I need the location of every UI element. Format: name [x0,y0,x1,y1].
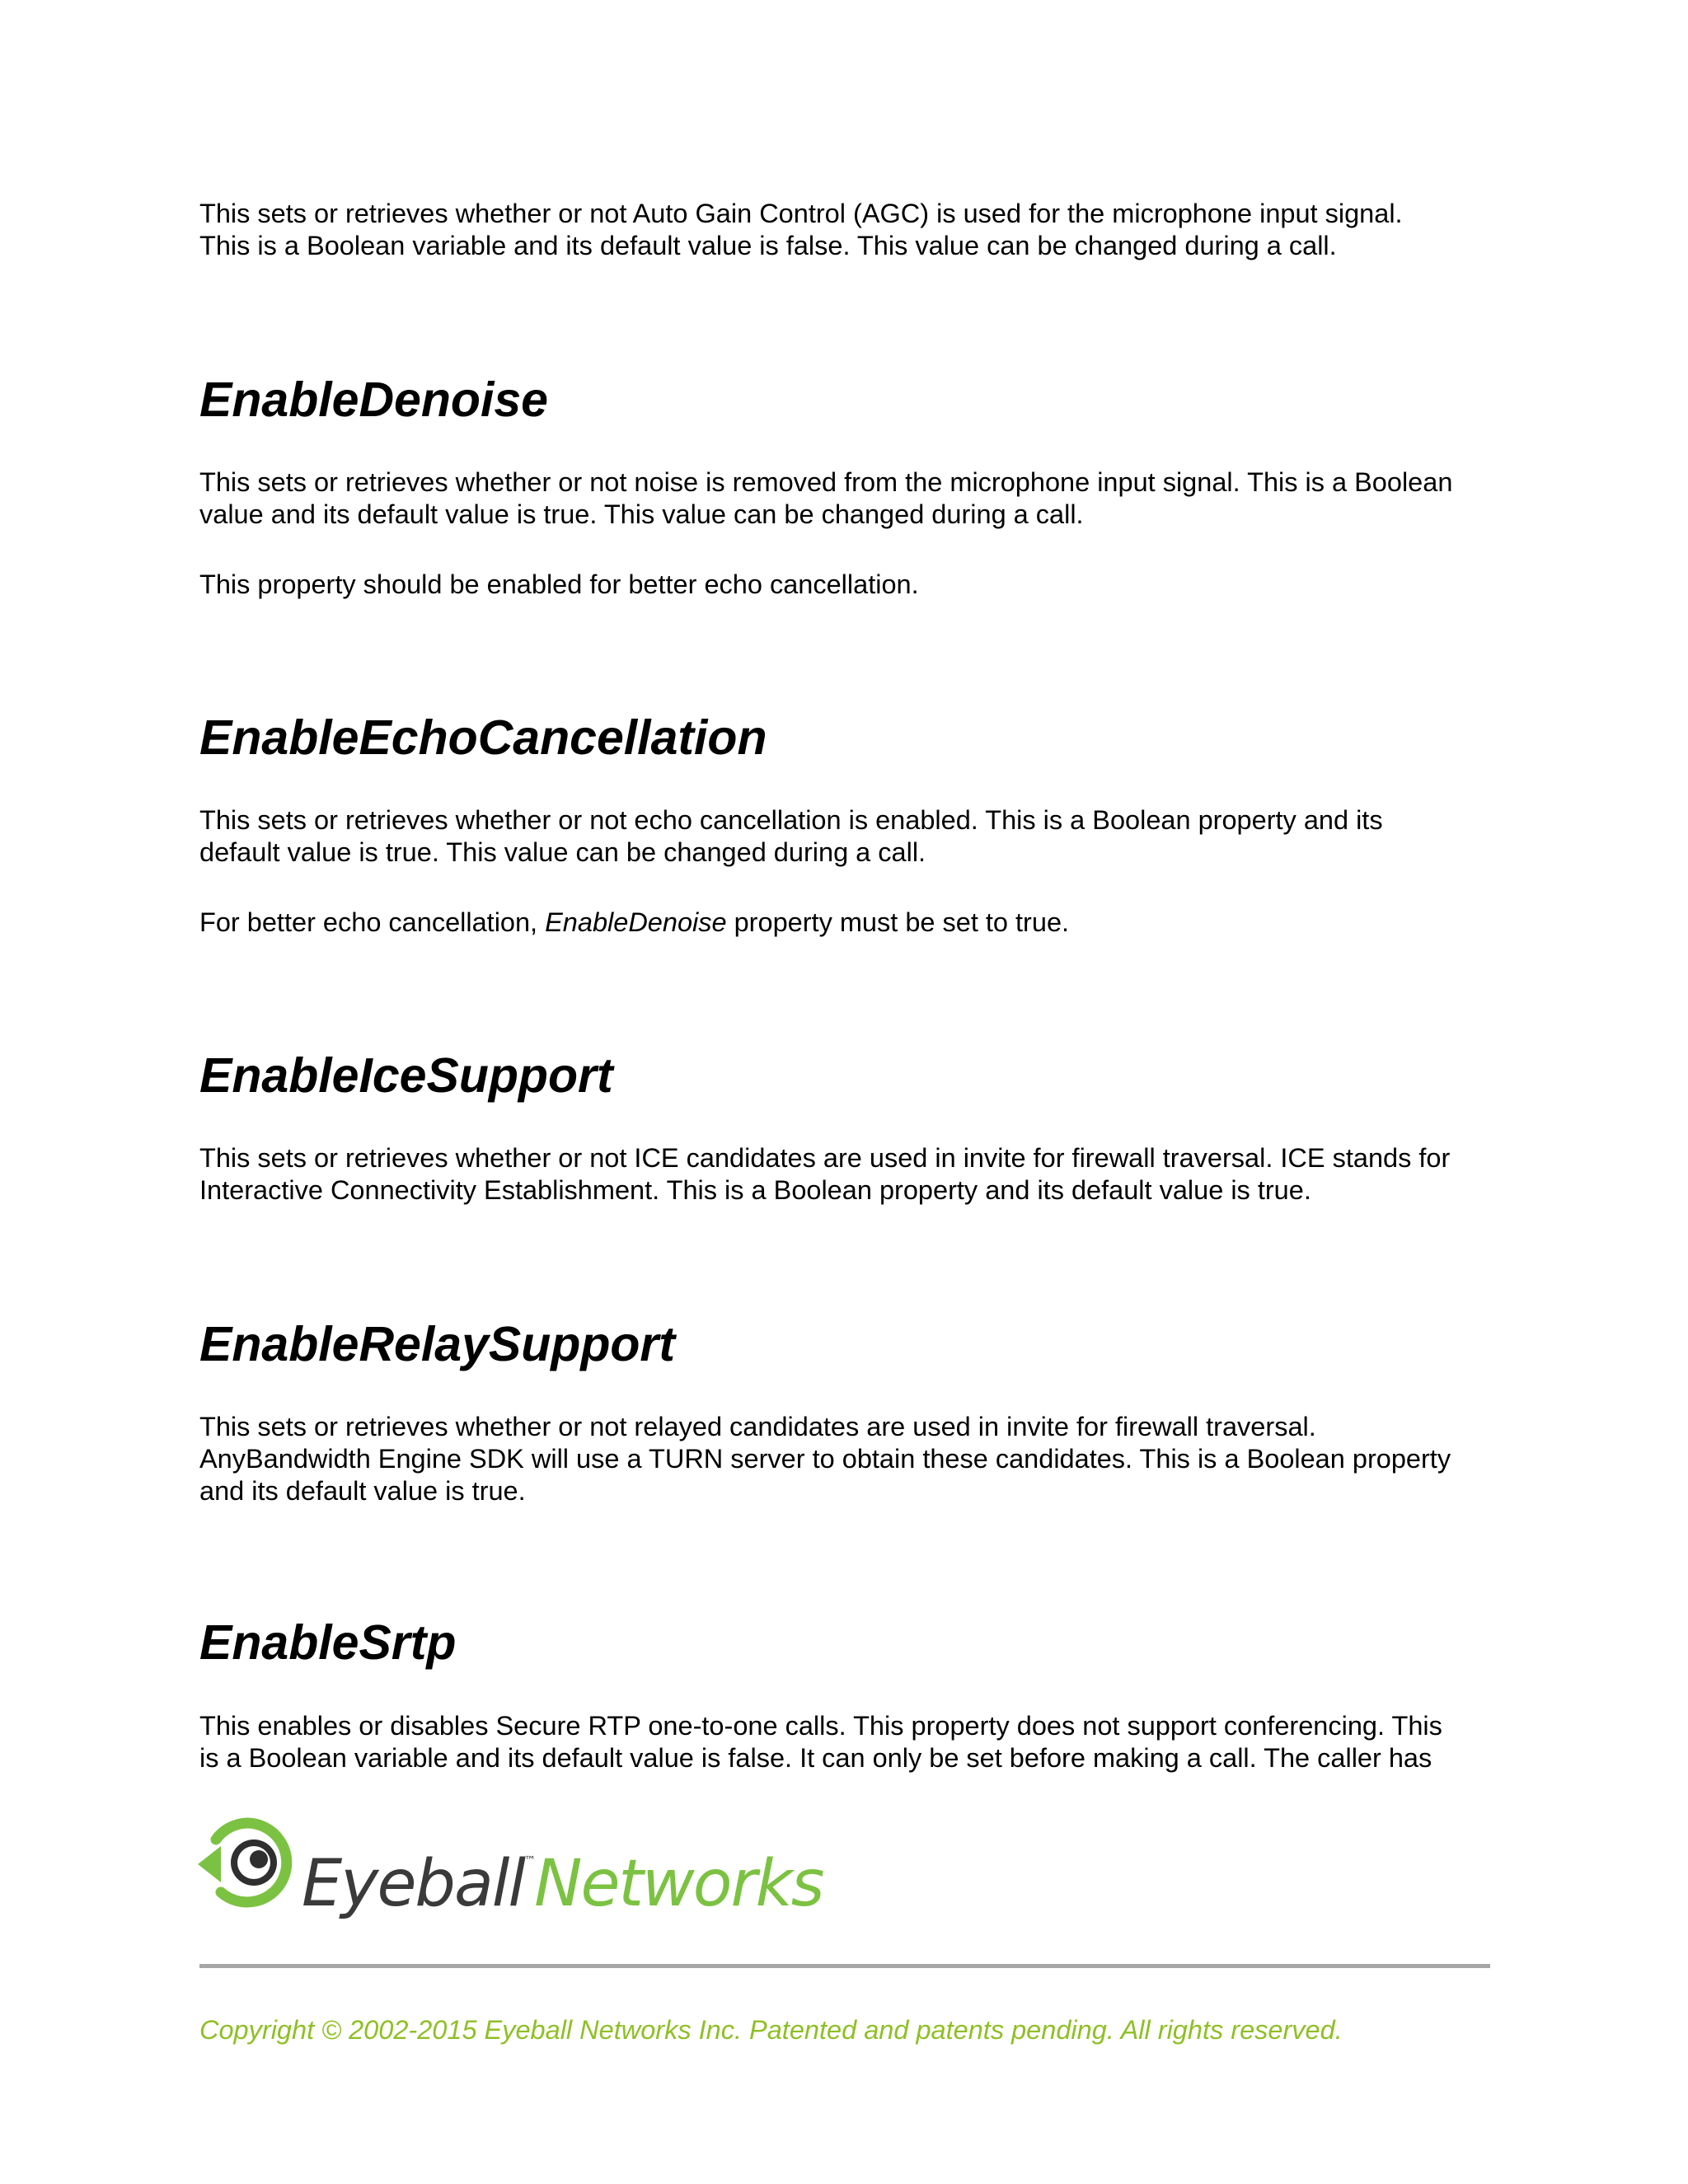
enable-echo-cancellation-description [199,804,1493,869]
paragraph-line: default value is true. This value can be changed during a call. [199,837,926,867]
intro-line-2: This is a Boolean variable and its default value is false. This value can be changed during a call. [199,231,1337,260]
enable-denoise-note [199,569,1493,601]
paragraph-line: This enables or disables Secure RTP one-to-one calls. This property does not support conferencing. This [199,1711,1442,1741]
heading-enable-srtp: EnableSrtp [199,1615,457,1670]
logo-trademark: ™ [524,1854,535,1868]
heading-enable-ice-support: EnableIceSupport [199,1048,613,1103]
enable-echo-cancellation-note [199,907,1493,939]
heading-enable-relay-support: EnableRelaySupport [199,1317,676,1371]
logo-word-eyeball: Eyeball [302,1847,525,1921]
paragraph-line [199,907,1493,939]
paragraph-line: This sets or retrieves whether or not noise is removed from the microphone input signal. This is a Boolean [199,467,1453,497]
paragraph-line: and its default value is true. [199,1476,526,1506]
intro-line-1: This sets or retrieves whether or not Auto Gain Control (AGC) is used for the microphone input signal. [199,199,1403,228]
logo-word-networks: Networks [534,1847,823,1921]
heading-enable-echo-cancellation: EnableEchoCancellation [199,710,767,765]
eyeball-networks-logo [196,1813,823,1921]
paragraph-line: is a Boolean variable and its default value is false. It can only be set before making a call. The caller has [199,1743,1432,1773]
paragraph-line: value and its default value is true. This value can be changed during a call. [199,499,1084,529]
logo-wordmark [302,1820,823,1925]
eyeball-logo-icon [196,1813,295,1912]
paragraph-line: Interactive Connectivity Establishment. This is a Boolean property and its default value is true. [199,1175,1311,1205]
copyright-notice: Copyright © 2002-2015 Eyeball Networks Inc. Patented and patents pending. All rights reserved. [199,2015,1343,2045]
note-prefix: For better echo cancellation, [199,907,546,937]
paragraph-line: This sets or retrieves whether or not relayed candidates are used in invite for firewall traversal. [199,1412,1316,1441]
heading-enable-denoise: EnableDenoise [199,373,548,427]
enable-denoise-description [199,466,1493,531]
paragraph-line: This property should be enabled for better echo cancellation. [199,569,919,599]
enable-relay-support-description [199,1411,1493,1507]
paragraph-line: This sets or retrieves whether or not ICE candidates are used in invite for firewall traversal. ICE stands for [199,1143,1451,1173]
intro-paragraph [199,198,1493,262]
note-emphasis: EnableDenoise [545,907,727,937]
enable-ice-support-description [199,1142,1493,1207]
footer-divider [199,1964,1490,1968]
note-suffix: property must be set to true. [726,907,1070,937]
enable-srtp-description [199,1710,1493,1774]
paragraph-line: This sets or retrieves whether or not echo cancellation is enabled. This is a Boolean property and its [199,805,1383,835]
paragraph-line: AnyBandwidth Engine SDK will use a TURN server to obtain these candidates. This is a Boolean property [199,1444,1451,1474]
